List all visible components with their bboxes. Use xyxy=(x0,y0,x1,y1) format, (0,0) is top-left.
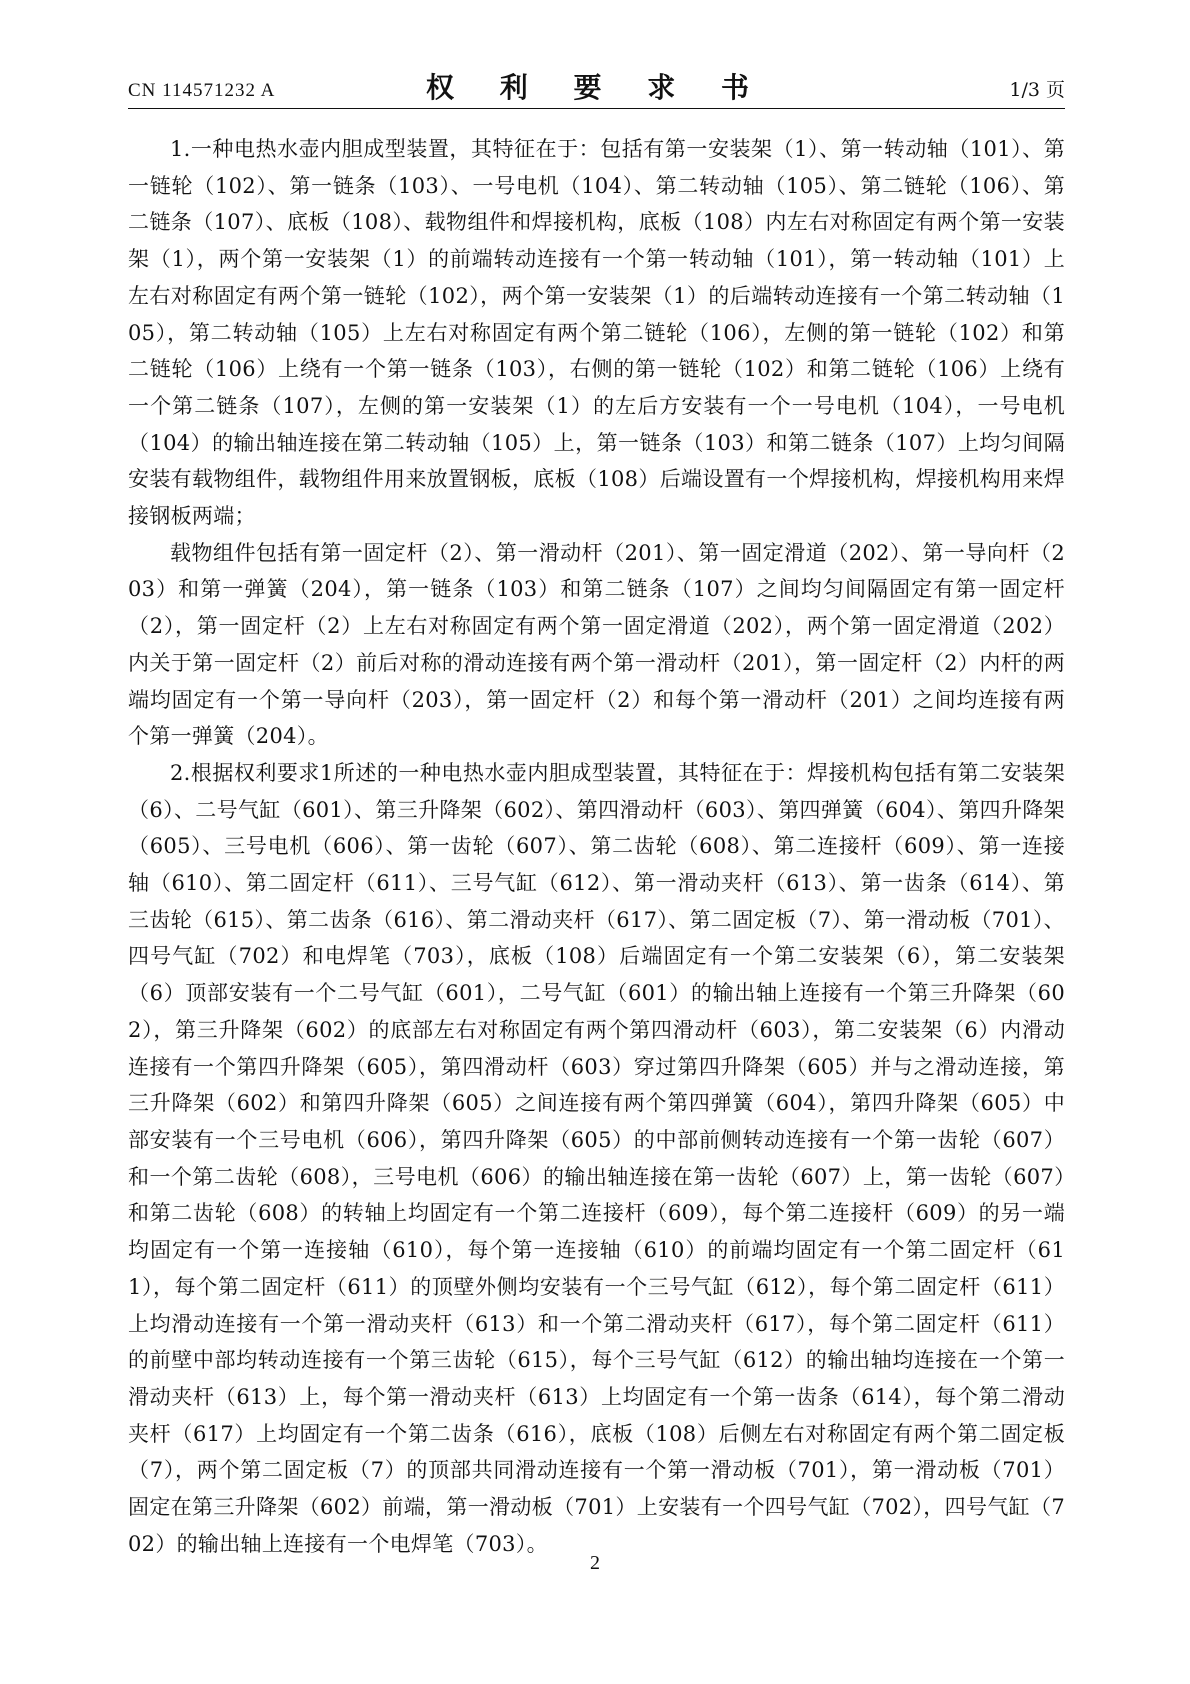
claim-2-paragraph: 2.根据权利要求1所述的一种电热水壶内胆成型装置，其特征在于：焊接机构包括有第二安装架（6）、二号气缸（601）、第三升降架（602）、第四滑动杆（603）、第四弹簧（604）、第四升降架（605）、三号电机（606）、第一齿轮（607）、第二齿轮（608）、第二连接杆（609）、第一连接轴（610）、第二固定杆（611）、三号气缸（612）、第一滑动夹杆（613）、第一齿条（614）、第三齿轮（615）、第二齿条（616）、第二滑动夹杆（617）、第二固定板（7）、第一滑动板（701）、四号气缸（702）和电焊笔（703），底板（108）后端固定有一个第二安装架（6），第二安装架（6）顶部安装有一个二号气缸（601），二号气缸（601）的输出轴上连接有一个第三升降架（602），第三升降架（602）的底部左右对称固定有两个第四滑动杆（603），第二安装架（6）内滑动连接有一个第四升降架（605），第四滑动杆（603）穿过第四升降架（605）并与之滑动连接，第三升降架（602）和第四升降架（605）之间连接有两个第四弹簧（604），第四升降架（605）中部安装有一个三号电机（606），第四升降架（605）的中部前侧转动连接有一个第一齿轮（607）和一个第二齿轮（608），三号电机（606）的输出轴连接在第一齿轮（607）上，第一齿轮（607）和第二齿轮（608）的转轴上均固定有一个第二连接杆（609），每个第二连接杆（609）的另一端均固定有一个第一连接轴（610），每个第一连接轴（610）的前端均固定有一个第二固定杆（611），每个第二固定杆（611）的顶壁外侧均安装有一个三号气缸（612），每个第二固定杆（611）上均滑动连接有一个第一滑动夹杆（613）和一个第二滑动夹杆（617），每个第二固定杆（611）的前壁中部均转动连接有一个第三齿轮（615），每个三号气缸（612）的输出轴均连接在一个第一滑动夹杆（613）上，每个第一滑动夹杆（613）上均固定有一个第一齿条（614），每个第二滑动夹杆（617）上均固定有一个第二齿条（616），底板（108）后侧左右对称固定有两个第二固定板（7），两个第二固定板（7）的顶部共同滑动连接有一个第一滑动板（701），第一滑动板（701）固定在第三升降架（602）前端，第一滑动板（701）上安装有一个四号气缸（702），四号气缸（702）的输出轴上连接有一个电焊笔（703）。 xyxy=(128,760,1065,1556)
patent-number: CN 114571232 A xyxy=(128,80,276,101)
page-header xyxy=(128,72,1065,109)
claim-1-carrier-assembly-paragraph: 载物组件包括有第一固定杆（2）、第一滑动杆（201）、第一固定滑道（202）、第一导向杆（203）和第一弹簧（204），第一链条（103）和第二链条（107）之间均匀间隔固定有第一固定杆（2），第一固定杆（2）上左右对称固定有两个第一固定滑道（202），两个第一固定滑道（202）内关于第一固定杆（2）前后对称的滑动连接有两个第一滑动杆（201），第一固定杆（2）内杆的两端均固定有一个第一导向杆（203），第一固定杆（2）和每个第一滑动杆（201）之间均连接有两个第一弹簧（204）。 xyxy=(128,540,1065,749)
page-number: 2 xyxy=(590,1552,600,1574)
page-indicator: 1/3 页 xyxy=(1009,79,1065,101)
claim-1-paragraph: 1.一种电热水壶内胆成型装置，其特征在于：包括有第一安装架（1）、第一转动轴（101）、第一链轮（102）、第一链条（103）、一号电机（104）、第二转动轴（105）、第二链轮（106）、第二链条（107）、底板（108）、载物组件和焊接机构，底板（108）内左右对称固定有两个第一安装架（1），两个第一安装架（1）的前端转动连接有一个第一转动轴（101），第一转动轴（101）上左右对称固定有两个第一链轮（102），两个第一安装架（1）的后端转动连接有一个第二转动轴（105），第二转动轴（105）上左右对称固定有两个第二链轮（106），左侧的第一链轮（102）和第二链轮（106）上绕有一个第一链条（103），右侧的第一链轮（102）和第二链轮（106）上绕有一个第二链条（107），左侧的第一安装架（1）的左后方安装有一个一号电机（104），一号电机（104）的输出轴连接在第二转动轴（105）上，第一链条（103）和第二链条（107）上均匀间隔安装有载物组件，载物组件用来放置钢板，底板（108）后端设置有一个焊接机构，焊接机构用来焊接钢板两端； xyxy=(128,137,1065,529)
claims-body xyxy=(128,131,1065,1562)
document-title: 权 利 要 求 书 xyxy=(426,71,767,104)
